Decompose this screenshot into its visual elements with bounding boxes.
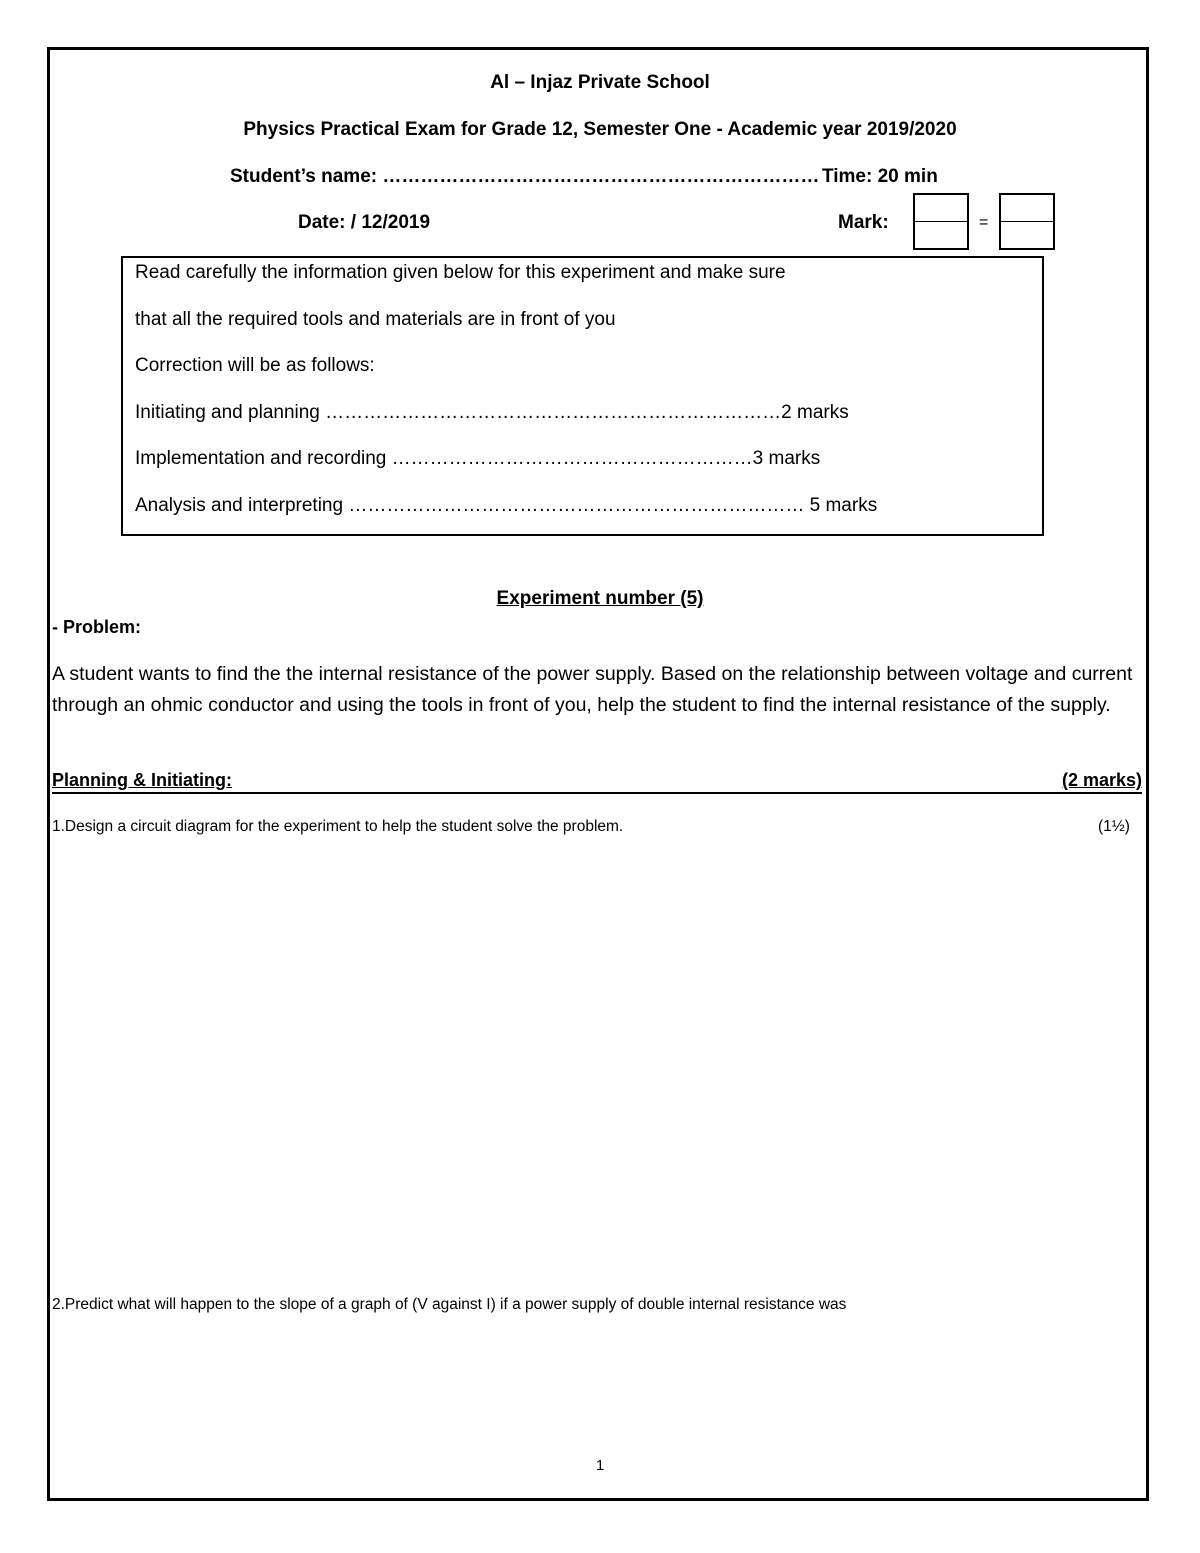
planning-marks: (2 marks): [1061, 770, 1142, 790]
problem-text: A student wants to find the the internal resistance of the power supply. Based on the relationship between voltage and current through an ohmic conductor and using the tools in front of you, help the student to find the internal resistance of the supply.: [52, 663, 1133, 716]
school-name: Al – Injaz Private School: [490, 72, 710, 93]
question-1: 1.Design a circuit diagram for the experiment to help the student solve the problem.: [52, 818, 624, 835]
marks-initiating-planning: Initiating and planning ………………………………………………………………2 marks: [135, 402, 849, 423]
instruction-line: Read carefully the information given below for this experiment and make sure: [135, 262, 786, 283]
question-2: 2.Predict what will happen to the slope of a graph of (V against I) if a power supply of double internal resistance was: [52, 1296, 847, 1313]
experiment-title: Experiment number (5): [496, 588, 704, 609]
fraction-line: [1001, 221, 1053, 222]
page-number: 1: [595, 1457, 605, 1474]
instruction-line: Correction will be as follows:: [135, 355, 375, 376]
date-field: Date: / 12/2019: [298, 212, 431, 233]
mark-label: Mark:: [838, 212, 889, 233]
planning-heading-row: [52, 770, 1142, 794]
instructions-box: [121, 256, 1044, 536]
marks-analysis-interpreting: Analysis and interpreting ……………………………………………………………… 5 marks: [135, 495, 878, 516]
problem-label: - Problem:: [52, 617, 142, 637]
mark-box-obtained: [913, 193, 969, 250]
time-label: Time: 20 min: [822, 166, 938, 187]
planning-heading: Planning & Initiating:: [52, 770, 232, 790]
student-name-field: Student’s name: ……………………………………………………………: [230, 166, 820, 187]
exam-title: Physics Practical Exam for Grade 12, Semester One - Academic year 2019/2020: [243, 119, 957, 140]
question-1-marks: (1½): [1098, 818, 1130, 835]
instruction-line: that all the required tools and materials are in front of you: [135, 309, 616, 330]
fraction-line: [915, 221, 967, 222]
marks-implementation-recording: Implementation and recording …………………………………………………3 marks: [135, 448, 821, 469]
equals-sign: =: [979, 214, 989, 231]
mark-box-final: [999, 193, 1055, 250]
